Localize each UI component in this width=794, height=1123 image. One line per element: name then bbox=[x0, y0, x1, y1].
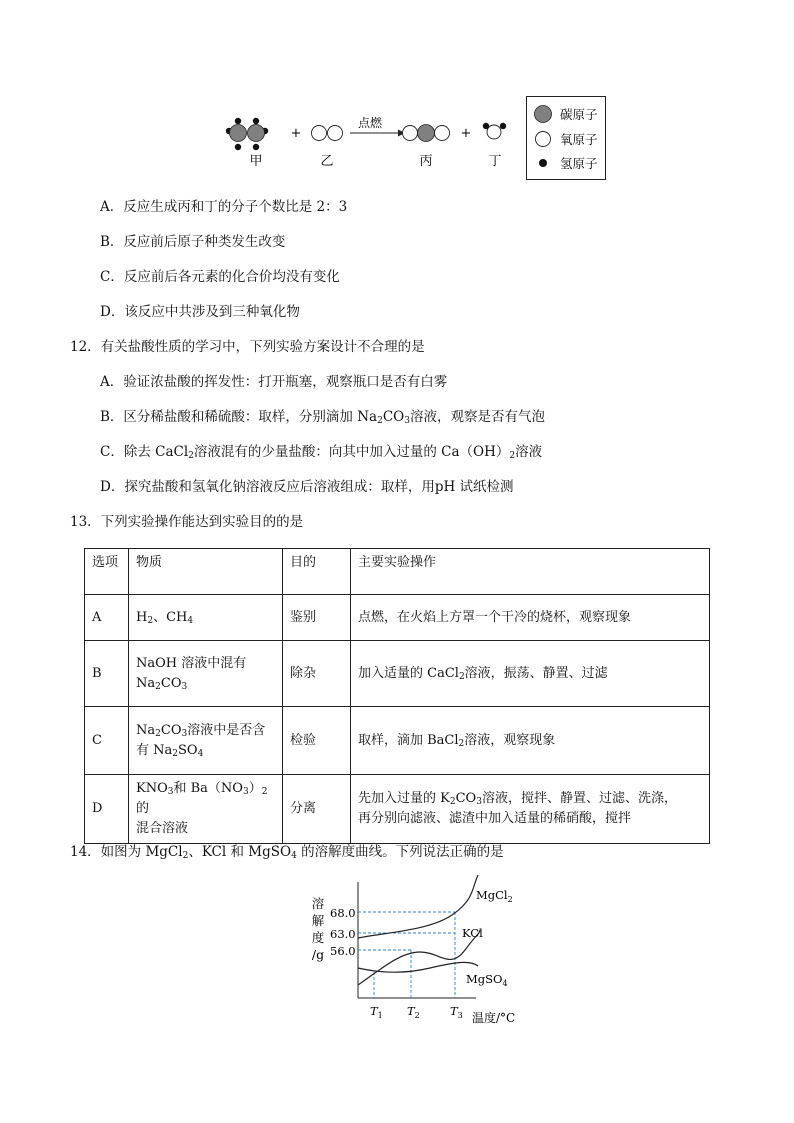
substance-cell: NaOH 溶液中混有 $Na_2CO_3$ bbox=[129, 641, 283, 707]
carbon-atom bbox=[230, 125, 247, 142]
subscript: 2 bbox=[377, 416, 383, 426]
subscript: 2 bbox=[188, 451, 194, 461]
option-cell: C bbox=[85, 707, 129, 775]
x-tick-label-t3: $T_3$ bbox=[450, 1004, 463, 1020]
carbon-atom bbox=[418, 125, 435, 142]
series-label-mgso4: MgSO$_4$ bbox=[466, 972, 508, 988]
operation-cell: 加入适量的 CaCl$_2$溶液，振荡、静置、过滤 bbox=[351, 641, 710, 707]
carbon-atom bbox=[248, 125, 265, 142]
q12-option-c[interactable] bbox=[100, 443, 542, 461]
q12-option-a[interactable]: A．验证浓盐酸的挥发性：打开瓶塞，观察瓶口是否有白雾 bbox=[100, 374, 448, 390]
oxygen-atom bbox=[328, 126, 343, 141]
q13-table bbox=[84, 548, 710, 844]
solubility-chart bbox=[300, 870, 530, 1030]
substance-cell: $H_2$、$CH_4$ bbox=[129, 595, 283, 641]
q12-c-text: 溶液混有的少量盐酸：向其中加入过量的 Ca（OH） bbox=[193, 444, 510, 460]
plus-sign: + bbox=[290, 126, 302, 141]
operation-cell: 取样，滴加 BaCl$_2$溶液，观察现象 bbox=[351, 707, 710, 775]
legend-carbon-label: 碳原子 bbox=[560, 107, 598, 122]
molecule-label-yi: 乙 bbox=[320, 154, 334, 169]
subscript: 2 bbox=[509, 451, 516, 461]
option-cell: B bbox=[85, 641, 129, 707]
legend-hydrogen-label: 氢原子 bbox=[560, 156, 598, 171]
purpose-cell: 除杂 bbox=[283, 641, 351, 707]
q13-stem: 13．下列实验操作能达到实验目的的是 bbox=[70, 514, 304, 530]
oxygen-atom bbox=[435, 126, 450, 141]
hydrogen-atom-legend-icon bbox=[539, 159, 547, 167]
q11-option-b[interactable]: B．反应前后原子种类发生改变 bbox=[100, 234, 286, 250]
option-cell: A bbox=[85, 595, 129, 641]
mgcl2-curve bbox=[358, 875, 478, 938]
series-label-mgcl2: MgCl$_2$ bbox=[476, 888, 513, 904]
y-axis-label-char: 度 bbox=[311, 930, 325, 945]
q11-option-a[interactable]: A．反应生成丙和丁的分子个数比是 2：3 bbox=[100, 199, 348, 215]
molecule-label-bing: 丙 bbox=[419, 154, 433, 169]
table-row[interactable] bbox=[85, 775, 710, 844]
q11-option-c[interactable]: C．反应前后各元素的化合价均没有变化 bbox=[100, 269, 340, 285]
hydrogen-atom bbox=[235, 118, 241, 124]
purpose-cell: 分离 bbox=[283, 775, 351, 844]
carbon-atom-legend-icon bbox=[535, 106, 552, 123]
oxygen-atom-legend-icon bbox=[536, 132, 551, 147]
mgso4-curve bbox=[358, 962, 478, 972]
table-header-cell: 物质 bbox=[129, 549, 283, 595]
y-tick-label: 63.0 bbox=[330, 927, 356, 941]
y-axis-label-char: 溶 bbox=[311, 896, 325, 911]
molecule-yi bbox=[312, 126, 343, 141]
molecule-label-ding: 丁 bbox=[488, 154, 502, 169]
plus-sign: + bbox=[460, 126, 472, 141]
table-row[interactable] bbox=[85, 707, 710, 775]
table-header-cell: 主要实验操作 bbox=[351, 549, 710, 595]
operation-cell: 先加入过量的 $K_2CO_3$溶液，搅拌、静置、过滤、洗涤， 再分别向滤液、滤渣中加入适量的稀硝酸，搅拌 bbox=[351, 775, 710, 844]
hydrogen-atom bbox=[500, 123, 506, 129]
operation-cell: 点燃，在火焰上方罩一个干冷的烧杯，观察现象 bbox=[351, 595, 710, 641]
table-row[interactable] bbox=[85, 641, 710, 707]
atom-legend bbox=[526, 96, 606, 180]
subscript: 3 bbox=[404, 416, 410, 426]
y-axis-label-char: /g bbox=[311, 947, 325, 962]
hydrogen-atom bbox=[235, 144, 241, 150]
y-tick-label: 68.0 bbox=[330, 906, 356, 920]
q14-stem: 14．如图为 MgCl$_2$、KCl 和 MgSO$_4$ 的溶解度曲线。下列说法正确的是 bbox=[70, 844, 504, 861]
substance-cell: $KNO_3$和 $Ba(NO_3)_2$的 混合溶液 bbox=[129, 775, 283, 844]
x-tick-label-t1: $T_1$ bbox=[370, 1004, 383, 1020]
hydrogen-atom bbox=[253, 118, 259, 124]
option-cell: D bbox=[85, 775, 129, 844]
table-row[interactable] bbox=[85, 595, 710, 641]
oxygen-atom bbox=[403, 126, 418, 141]
q12-option-d[interactable]: D．探究盐酸和氢氧化钠溶液反应后溶液组成：取样，用pH 试纸检测 bbox=[100, 479, 514, 495]
q12-c-text: C．除去 CaCl bbox=[100, 444, 189, 460]
y-tick-label: 56.0 bbox=[330, 944, 356, 958]
molecule-bing bbox=[403, 125, 450, 142]
legend-oxygen-label: 氧原子 bbox=[560, 132, 598, 147]
q11-option-d[interactable]: D．该反应中共涉及到三种氧化物 bbox=[100, 304, 300, 320]
hydrogen-atom bbox=[483, 123, 489, 129]
oxygen-atom bbox=[312, 126, 327, 141]
molecule-ding bbox=[483, 123, 506, 139]
table-header-cell: 目的 bbox=[283, 549, 351, 595]
molecule-jia bbox=[226, 118, 268, 150]
y-axis-label-char: 解 bbox=[311, 913, 325, 928]
table-header-cell: 选项 bbox=[85, 549, 129, 595]
x-tick-label-t2: $T_2$ bbox=[407, 1004, 420, 1020]
substance-cell: $Na_2CO_3$溶液中是否含 有 $Na_2SO_4$ bbox=[129, 707, 283, 775]
table-header-row bbox=[85, 549, 710, 595]
q12-option-b[interactable] bbox=[100, 408, 545, 426]
q12-stem: 12．有关盐酸性质的学习中，下列实验方案设计不合理的是 bbox=[70, 339, 425, 355]
purpose-cell: 检验 bbox=[283, 707, 351, 775]
series-label-kcl: KCl bbox=[462, 926, 483, 940]
arrow-label: 点燃 bbox=[357, 116, 383, 130]
oxygen-atom bbox=[487, 125, 501, 139]
q12-b-text: 溶液，观察是否有气泡 bbox=[409, 409, 545, 425]
x-axis-label: 温度/°C bbox=[472, 1011, 516, 1025]
molecule-label-jia: 甲 bbox=[249, 154, 263, 169]
q12-b-text: CO bbox=[382, 409, 405, 425]
q12-b-text: B．区分稀盐酸和稀硫酸：取样，分别滴加 Na bbox=[100, 409, 378, 425]
purpose-cell: 鉴别 bbox=[283, 595, 351, 641]
q12-c-text: 溶液 bbox=[515, 444, 543, 460]
hydrogen-atom bbox=[253, 144, 259, 150]
